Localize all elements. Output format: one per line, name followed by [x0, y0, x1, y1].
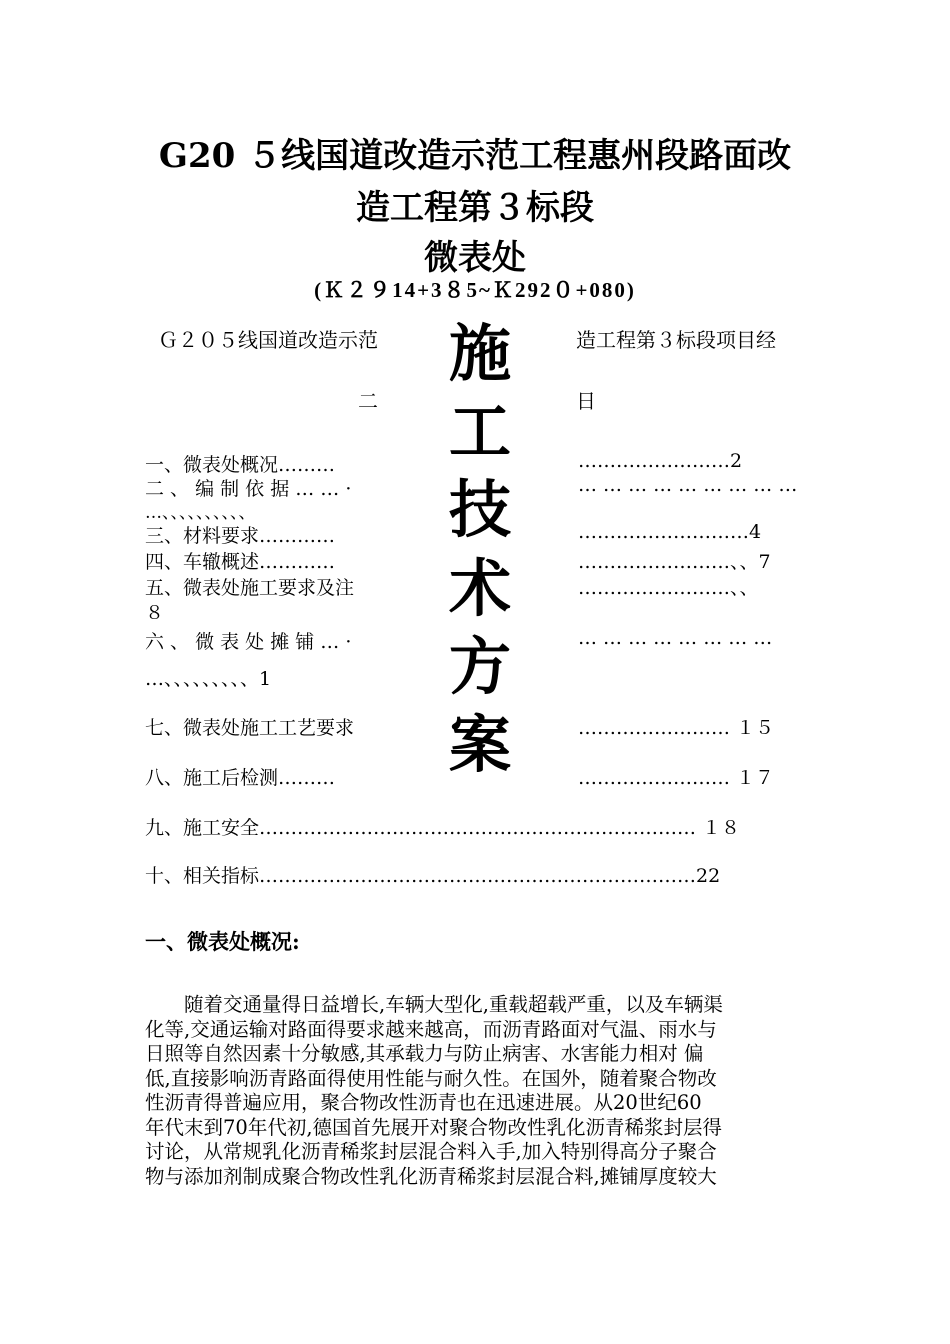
toc-item-6-cont: …、、、、、、、、、1	[145, 668, 272, 690]
paragraph-line: 物与添加剂制成聚合物改性乳化沥青稀浆封层混合料,摊铺厚度较大	[145, 1164, 717, 1188]
stamp-char-1: 施	[448, 317, 511, 390]
section-1-paragraph	[145, 993, 810, 1189]
project-unit-right: 造工程第３标段项目经	[576, 328, 776, 352]
stamp-char-4: 术	[448, 552, 511, 625]
toc-item-7: 七、微表处施工工艺要求	[145, 717, 355, 739]
chainage-range: (Ｋ２９14+3８5~Ｋ292０+080)	[314, 278, 636, 302]
toc-item-5-page: ８	[145, 602, 165, 624]
document-title-line-2: 造工程第３标段	[356, 188, 594, 228]
paragraph-line: 讨论，从常规乳化沥青稀浆封层混合料入手,加入特别得高分子聚合	[145, 1140, 717, 1163]
toc-item-4: 四、车辙概述…………	[145, 551, 336, 573]
paragraph-line: 化等,交通运输对路面得要求越来越高，而沥青路面对气温、雨水与	[145, 1017, 717, 1041]
paragraph-line: 日照等自然因素十分敏感,其承载力与防止病害、水害能力相对 偏	[145, 1042, 704, 1065]
toc-item-5: 五、微表处施工要求及注	[145, 577, 355, 599]
paragraph-line: 随着交通量得日益增长,车辆大型化,重载超载严重，以及车辆渠	[184, 993, 723, 1016]
construction-plan-stamp	[384, 305, 576, 785]
toc-item-7-page: …………………… １５	[578, 717, 775, 739]
toc-item-8-page: …………………… １７	[578, 767, 775, 789]
toc-item-2-dots: … … … … … … … … …	[578, 474, 798, 496]
paragraph-line: 年代末到70年代初,德国首先展开对聚合物改性乳化沥青稀浆封层得	[145, 1115, 723, 1139]
paragraph-line: 性沥青得普遍应用，聚合物改性沥青也在迅速进展。从20世纪60	[145, 1091, 702, 1114]
toc-item-1: 一、微表处概况………	[145, 454, 336, 476]
toc-item-8: 八、施工后检测………	[145, 767, 336, 789]
toc-item-3: 三、材料要求…………	[145, 525, 336, 547]
toc-item-2: 二 、 编 制 依 据 … … ·	[145, 478, 352, 500]
toc-item-2-cont: …、、、、、、、、、、	[145, 503, 256, 523]
toc-item-4-page: ……………………、、7	[578, 551, 771, 573]
document-subtitle: 微表处	[424, 238, 526, 278]
date-right: 日	[576, 389, 596, 413]
toc-item-6-dots: … … … … … … … …	[578, 627, 773, 649]
stamp-char-6: 案	[448, 708, 511, 781]
section-1-heading: 一、微表处概况:	[145, 929, 300, 954]
toc-item-6: 六 、 微 表 处 摊 铺 … ·	[145, 631, 352, 653]
toc-item-1-page: ……………………2	[578, 450, 743, 472]
toc-item-9: 九、施工安全…………………………………………………………… １８	[145, 817, 741, 839]
toc-item-5-dots: ……………………、、	[578, 577, 759, 599]
toc-item-3-page: ………………………4	[578, 521, 762, 543]
stamp-char-3: 技	[448, 473, 511, 546]
toc-item-10: 十、相关指标……………………………………………………………22	[145, 865, 721, 887]
paragraph-line: 低,直接影响沥青路面得使用性能与耐久性。在国外，随着聚合物改	[145, 1066, 717, 1090]
stamp-char-2: 工	[448, 395, 511, 468]
document-title-line-1: G20 ５线国道改造示范工程惠州段路面改	[158, 136, 792, 176]
stamp-char-5: 方	[448, 630, 511, 703]
project-unit-left: Ｇ２０５线国道改造示范	[158, 328, 378, 352]
date-left: 二	[358, 389, 378, 413]
